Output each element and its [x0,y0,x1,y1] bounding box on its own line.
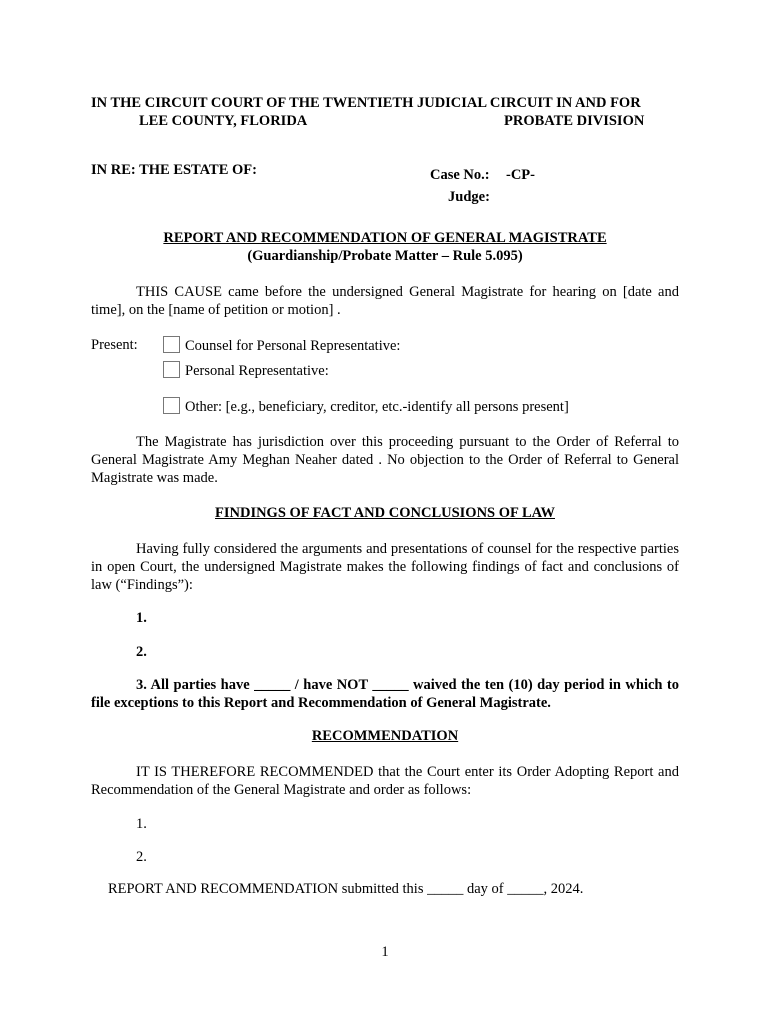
finding-item-2: 2. [136,644,147,660]
judge-label: Judge: [448,189,490,205]
court-heading: IN THE CIRCUIT COURT OF THE TWENTIETH JUDICIAL CIRCUIT IN AND FOR [91,95,641,111]
finding-item-3: 3. All parties have _____ / have NOT _____ waived the ten (10) day period in which to file exceptions to this Report and Recommendation of General Magistrate. [91,677,679,711]
document-subtitle: (Guardianship/Probate Matter – Rule 5.095) [247,248,523,264]
recommendation-item-2: 2. [136,849,147,865]
division-label: PROBATE DIVISION [504,113,645,129]
present-option-personal-representative[interactable] [163,361,329,380]
recommendation-item-1: 1. [136,816,147,832]
findings-intro: Having fully considered the arguments and presentations of counsel for the respective parties in open Court, the undersigned Magistrate makes the following findings of fact and conclusions of law (“Findings”): [91,541,679,593]
finding-item-1: 1. [136,610,147,626]
case-number-label: Case No.: [430,167,490,183]
jurisdiction-paragraph: The Magistrate has jurisdiction over this proceeding pursuant to the Order of Referral to General Magistrate Amy Meghan Neaher dated . No objection to the Order of Referral to General Magistrate was made. [91,434,679,486]
document-title: REPORT AND RECOMMENDATION OF GENERAL MAGISTRATE [163,230,607,246]
present-option-other[interactable] [163,397,569,416]
checkbox-personal-representative[interactable] [163,361,180,378]
county-label: LEE COUNTY, FLORIDA [139,113,308,129]
findings-heading: FINDINGS OF FACT AND CONCLUSIONS OF LAW [215,505,555,521]
option-label: Counsel for Personal Representative: [185,338,401,354]
option-label: Other: [e.g., beneficiary, creditor, etc.-identify all persons present] [185,399,569,415]
present-label: Present: [91,337,138,353]
option-label: Personal Representative: [185,363,329,379]
checkbox-other[interactable] [163,397,180,414]
in-re-label: IN RE: THE ESTATE OF: [91,162,257,178]
recommendation-heading: RECOMMENDATION [311,728,459,744]
present-option-counsel[interactable] [163,336,400,355]
recommendation-intro: IT IS THEREFORE RECOMMENDED that the Court enter its Order Adopting Report and Recommendation of the General Magistrate and order as follows: [91,764,679,798]
case-number-value: -CP- [506,167,535,183]
submitted-line: REPORT AND RECOMMENDATION submitted this _____ day of _____, 2024. [108,881,584,897]
intro-paragraph: THIS CAUSE came before the undersigned General Magistrate for hearing on [date and time], on the [name of petition or motion] . [91,284,679,318]
checkbox-counsel[interactable] [163,336,180,353]
page-number: 1 [381,944,389,960]
